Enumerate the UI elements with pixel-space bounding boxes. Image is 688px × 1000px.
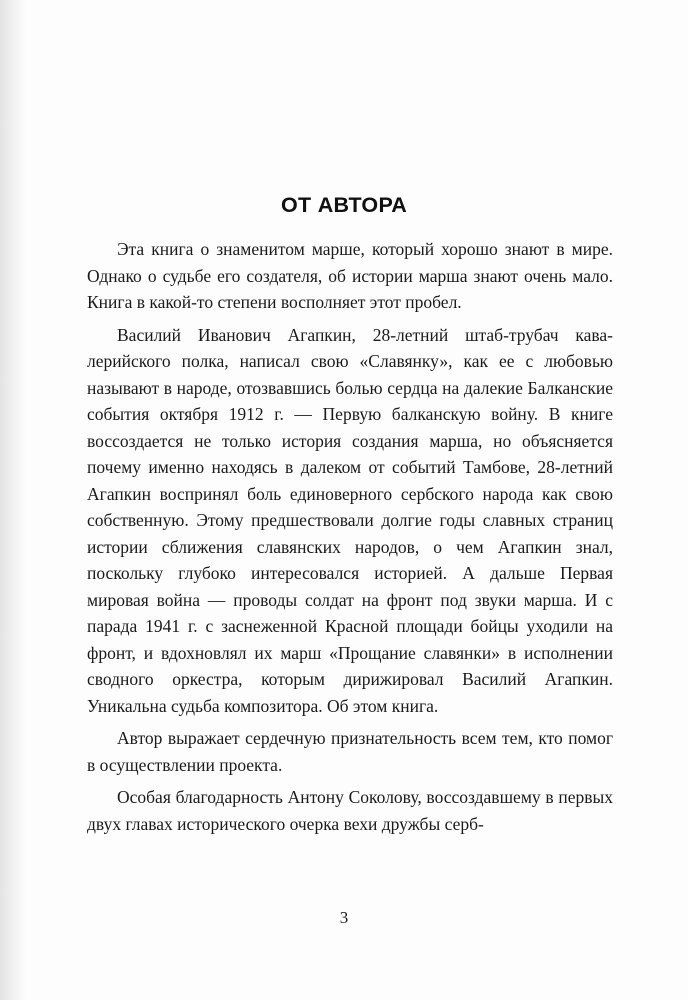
spine-shadow xyxy=(0,0,26,1000)
paragraph-special-thanks: Особая благодарность Антону Соколову, воссоздавшему в первых двух главах исторического очерка вехи дружбы серб- xyxy=(87,787,613,834)
chapter-title: ОТ АВТОРА xyxy=(280,193,408,217)
body-text xyxy=(87,236,613,843)
paragraph-agapkin: Василий Иванович Агапкин, 28-летний штаб-трубач кавалерийского полка, написал свою «Славянку», как ее с любовью называют в народе, отозвавшись болью сердца на далекие Балканские события октября 1912 г. — Первую балканскую войну. В книге воссоздается не только история создания марша, но объясняется почему именно находясь в далеком от событий Тамбове, 28-летний Агапкин воспринял боль единоверного сербского народа как свою собственную. Этому предшествовали долгие годы славных страниц истории сближения славянских народов, о чем Агапкин знал, поскольку глубоко интересовался историей. А дальше Первая мировая война — проводы солдат на фронт под звуки марша. И с парада 1941 г. с заснеженной Красной площади бойцы уходили на фронт, и вдохновлял их марш «Прощание славянки» в исполнении сводного оркестра, которым дирижировал Василий Агапкин. Уникальна судьба композитора. Об этом книга. xyxy=(87,324,613,716)
page-number: 3 xyxy=(339,908,349,927)
paragraph-gratitude: Автор выражает сердечную признательность всем тем, кто помог в осуществлении проекта. xyxy=(87,728,613,775)
paragraph-intro: Эта книга о знаменитом марше, который хорошо знают в мире. Однако о судьбе его создателя, об истории марша знают очень мало. Книга в какой-то степени восполняет этот пробел. xyxy=(87,239,613,312)
